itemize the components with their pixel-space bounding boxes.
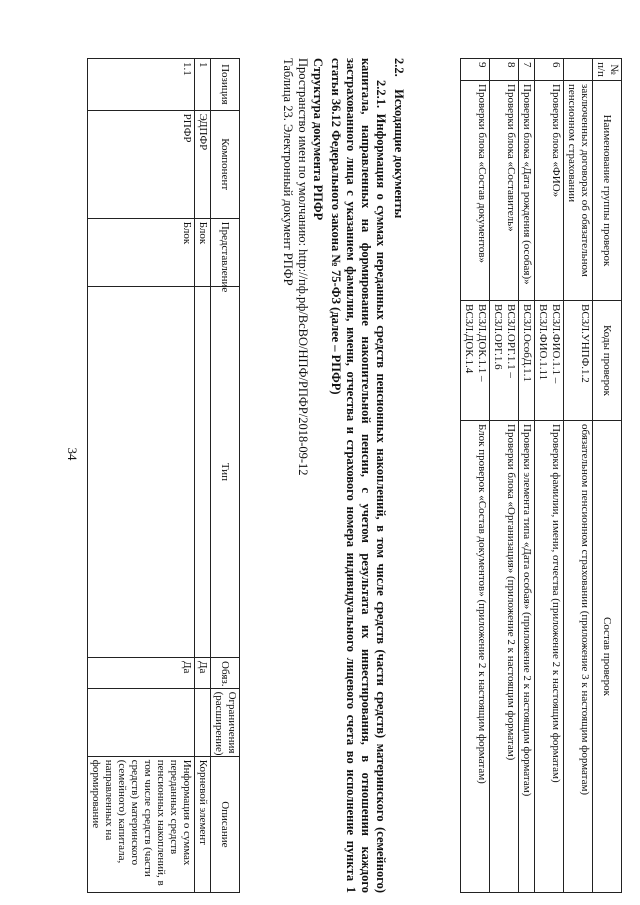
table-row bbox=[88, 59, 195, 893]
cell-restrictions bbox=[88, 688, 195, 756]
header-obligatory: Обяз. bbox=[211, 658, 240, 689]
rotated-page-content bbox=[62, 58, 622, 898]
row-content: Проверки блока «Организация» (приложение 2 к настоящим форматам) bbox=[490, 421, 519, 893]
cell-type bbox=[195, 286, 211, 657]
header-representation: Представление bbox=[211, 218, 240, 286]
header-type: Тип bbox=[211, 286, 240, 657]
section-title: Исходящие документы bbox=[392, 89, 406, 219]
section-paragraph: 2.2.1. Информация о суммах переданных средств пенсионных накоплений, в том числе средств (части средств) материнского (семейного) капитала, направленных на формирование накопительной пенсии, с учетом результата их инвестирования, в отношении каждого застрахованного лица с указанием фамилии, имени, отчества и страхового номера индивидуального лицевого счета во исполнение пункта 1 статьи 36.12 Федерального закона № 75-ФЗ (далее – РПФР) bbox=[329, 58, 388, 893]
cell-type bbox=[88, 286, 195, 657]
cell-representation: Блок bbox=[195, 218, 211, 286]
table-header-row bbox=[211, 59, 240, 893]
table-row bbox=[535, 59, 564, 893]
header-content: Состав проверок bbox=[593, 421, 622, 893]
cell-obligatory: Да bbox=[88, 658, 195, 689]
row-codes: ВСЗЛ.ОРГ.1.1 – ВСЗЛ.ОРГ.1.6 bbox=[490, 301, 519, 421]
cell-representation: Блок bbox=[88, 218, 195, 286]
row-codes: ВСЗЛ.ОсобД.1.1 bbox=[519, 301, 535, 421]
namespace-line: Пространство имен по умолчанию: http://пф.рф/ВсВО/НПФ/РПФР/2018-09-12 bbox=[296, 58, 310, 476]
row-group: заключенных договорах об обязательном пенсионном страховании bbox=[564, 81, 593, 301]
row-num: 6 bbox=[535, 59, 564, 81]
table-row bbox=[195, 59, 211, 893]
cell-description: Корневой элемент bbox=[195, 756, 211, 892]
table-row bbox=[564, 59, 593, 893]
row-content: Проверки фамилии, имени, отчества (приложение 2 к настоящим форматам) bbox=[535, 421, 564, 893]
cell-restrictions bbox=[195, 688, 211, 756]
row-content: обязательном пенсионном страховании (приложение 3 к настоящим форматам) bbox=[564, 421, 593, 893]
row-num bbox=[564, 59, 593, 81]
table-row bbox=[461, 59, 490, 893]
cell-position: 1.1 bbox=[88, 59, 195, 111]
header-num: № п/п bbox=[593, 59, 622, 81]
cell-description: Информация о суммах переданных средств пенсионных накоплений, в том числе средств (части средств) материнского (семейного) капитала, направленных на формирование bbox=[88, 756, 195, 892]
section-number: 2.2. bbox=[392, 58, 406, 77]
row-codes: ВСЗЛ.ФИО.1.1 – ВСЗЛ.ФИО.1.11 bbox=[535, 301, 564, 421]
cell-component: РПФР bbox=[88, 110, 195, 218]
row-num: 7 bbox=[519, 59, 535, 81]
section-heading bbox=[391, 58, 406, 893]
row-content: Проверки элемента типа «Дата особая» (приложение 2 к настоящим форматам) bbox=[519, 421, 535, 893]
header-description: Описание bbox=[211, 756, 240, 892]
row-codes: ВСЗЛ.УНПФ.1.2 bbox=[564, 301, 593, 421]
cell-component: ЭДПФР bbox=[195, 110, 211, 218]
row-group: Проверки блока «Составитель» bbox=[490, 81, 519, 301]
cell-obligatory: Да bbox=[195, 658, 211, 689]
header-position: Позиция bbox=[211, 59, 240, 111]
section-text bbox=[280, 58, 406, 893]
structure-heading: Структура документа РПФР bbox=[311, 58, 325, 221]
table-row bbox=[490, 59, 519, 893]
row-group: Проверки блока «ФИО» bbox=[535, 81, 564, 301]
table-header-row bbox=[593, 59, 622, 893]
cell-position: 1 bbox=[195, 59, 211, 111]
row-content: Блок проверок «Состав документов» (приложение 2 к настоящим форматам) bbox=[461, 421, 490, 893]
table-row bbox=[519, 59, 535, 893]
header-codes: Коды проверок bbox=[593, 301, 622, 421]
header-group: Наименование группы проверок bbox=[593, 81, 622, 301]
page-number: 34 bbox=[65, 447, 80, 461]
document-structure-table bbox=[87, 58, 240, 893]
row-num: 8 bbox=[490, 59, 519, 81]
header-restrictions: Ограничения (расширение) bbox=[211, 688, 240, 756]
table-caption: Таблица 23. Электронный документ РПФР bbox=[281, 58, 295, 286]
checks-table bbox=[460, 58, 622, 893]
header-component: Компонент bbox=[211, 110, 240, 218]
row-codes: ВСЗЛ.ДОК.1.1 – ВСЗЛ.ДОК.1.4 bbox=[461, 301, 490, 421]
row-group: Проверки блока «Дата рождения (особая)» bbox=[519, 81, 535, 301]
row-num: 9 bbox=[461, 59, 490, 81]
row-group: Проверки блока «Состав документов» bbox=[461, 81, 490, 301]
